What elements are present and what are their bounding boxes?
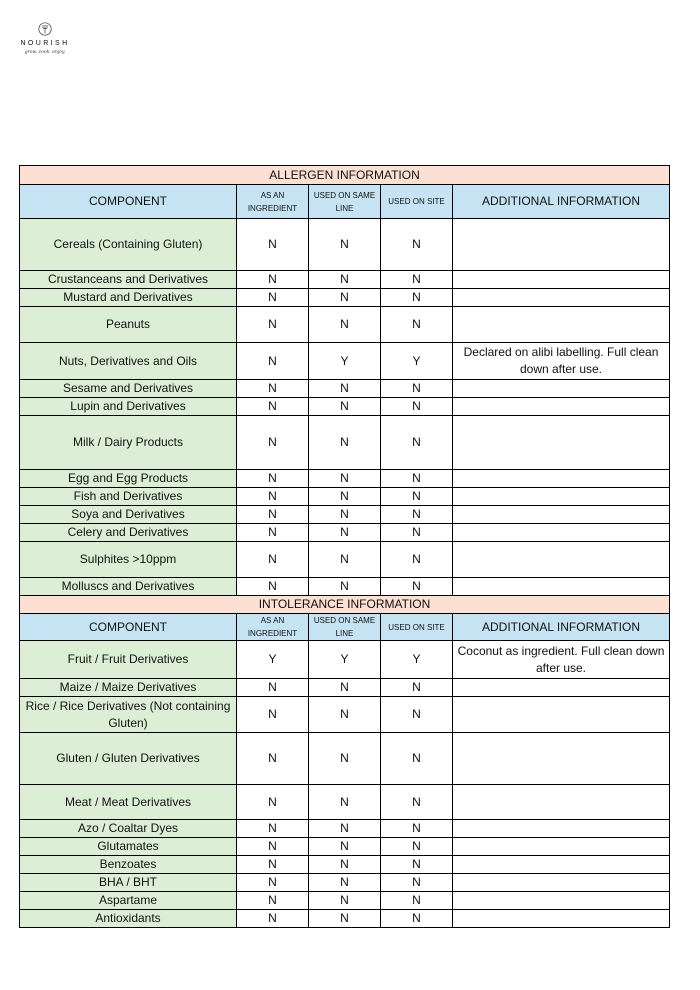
header-used-same-line: USED ON SAME LINE — [309, 614, 381, 641]
header-as-ingredient: AS AN INGREDIENT — [237, 185, 309, 219]
table-row — [20, 488, 670, 506]
same-line-value: N — [309, 578, 381, 596]
as-ingredient-value: N — [237, 380, 309, 398]
allergen-rows — [20, 219, 670, 596]
same-line-value: N — [309, 838, 381, 856]
as-ingredient-value: N — [237, 542, 309, 578]
as-ingredient-value: N — [237, 856, 309, 874]
additional-info-value — [453, 307, 670, 343]
on-site-value: N — [381, 416, 453, 470]
same-line-value: N — [309, 488, 381, 506]
on-site-value: N — [381, 838, 453, 856]
additional-info-value — [453, 874, 670, 892]
same-line-value: N — [309, 380, 381, 398]
table-row — [20, 380, 670, 398]
as-ingredient-value: N — [237, 679, 309, 697]
same-line-value: N — [309, 524, 381, 542]
table-row — [20, 838, 670, 856]
on-site-value: N — [381, 892, 453, 910]
on-site-value: N — [381, 542, 453, 578]
table-row — [20, 679, 670, 697]
table-row — [20, 506, 670, 524]
header-used-on-site: USED ON SITE — [381, 614, 453, 641]
same-line-value: N — [309, 856, 381, 874]
as-ingredient-value: N — [237, 697, 309, 733]
intolerance-section-title: INTOLERANCE INFORMATION — [20, 596, 670, 614]
additional-info-value — [453, 506, 670, 524]
component-name: BHA / BHT — [20, 874, 237, 892]
component-name: Glutamates — [20, 838, 237, 856]
allergen-section-title-row — [20, 166, 670, 185]
brand-logo — [18, 22, 72, 55]
on-site-value: Y — [381, 641, 453, 679]
as-ingredient-value: N — [237, 470, 309, 488]
on-site-value: N — [381, 733, 453, 785]
header-additional-info: ADDITIONAL INFORMATION — [453, 614, 670, 641]
as-ingredient-value: N — [237, 785, 309, 820]
same-line-value: N — [309, 542, 381, 578]
additional-info-value — [453, 289, 670, 307]
component-name: Soya and Derivatives — [20, 506, 237, 524]
on-site-value: N — [381, 380, 453, 398]
component-name: Crustanceans and Derivatives — [20, 271, 237, 289]
component-name: Molluscs and Derivatives — [20, 578, 237, 596]
pitchfork-logo-icon — [38, 22, 52, 36]
component-name: Peanuts — [20, 307, 237, 343]
additional-info-value — [453, 380, 670, 398]
additional-info-value — [453, 470, 670, 488]
additional-info-value — [453, 820, 670, 838]
additional-info-value — [453, 542, 670, 578]
component-name: Azo / Coaltar Dyes — [20, 820, 237, 838]
same-line-value: N — [309, 679, 381, 697]
on-site-value: N — [381, 219, 453, 271]
same-line-value: N — [309, 219, 381, 271]
additional-info-value — [453, 838, 670, 856]
additional-info-value — [453, 271, 670, 289]
header-component: COMPONENT — [20, 614, 237, 641]
additional-info-value — [453, 785, 670, 820]
as-ingredient-value: N — [237, 578, 309, 596]
on-site-value: N — [381, 289, 453, 307]
on-site-value: N — [381, 910, 453, 928]
table-row — [20, 892, 670, 910]
component-name: Fruit / Fruit Derivatives — [20, 641, 237, 679]
table-row — [20, 578, 670, 596]
table-row — [20, 416, 670, 470]
component-name: Maize / Maize Derivatives — [20, 679, 237, 697]
allergen-section-title: ALLERGEN INFORMATION — [20, 166, 670, 185]
component-name: Aspartame — [20, 892, 237, 910]
same-line-value: N — [309, 470, 381, 488]
additional-info-value — [453, 524, 670, 542]
on-site-value: N — [381, 488, 453, 506]
additional-info-value — [453, 219, 670, 271]
intolerance-section-title-row — [20, 596, 670, 614]
component-name: Sesame and Derivatives — [20, 380, 237, 398]
on-site-value: N — [381, 506, 453, 524]
as-ingredient-value: N — [237, 219, 309, 271]
table-row — [20, 524, 670, 542]
on-site-value: N — [381, 524, 453, 542]
as-ingredient-value: N — [237, 838, 309, 856]
table-row — [20, 733, 670, 785]
component-name: Meat / Meat Derivatives — [20, 785, 237, 820]
component-name: Egg and Egg Products — [20, 470, 237, 488]
on-site-value: N — [381, 271, 453, 289]
as-ingredient-value: N — [237, 874, 309, 892]
as-ingredient-value: N — [237, 488, 309, 506]
table-row — [20, 785, 670, 820]
brand-name: NOURISH — [20, 40, 70, 47]
header-used-same-line: USED ON SAME LINE — [309, 185, 381, 219]
component-name: Celery and Derivatives — [20, 524, 237, 542]
table-row — [20, 542, 670, 578]
table-row — [20, 874, 670, 892]
as-ingredient-value: N — [237, 524, 309, 542]
allergen-intolerance-table — [19, 165, 670, 928]
same-line-value: N — [309, 271, 381, 289]
component-name: Antioxidants — [20, 910, 237, 928]
header-as-ingredient: AS AN INGREDIENT — [237, 614, 309, 641]
table-row — [20, 697, 670, 733]
additional-info-value — [453, 856, 670, 874]
same-line-value: N — [309, 398, 381, 416]
as-ingredient-value: N — [237, 343, 309, 380]
same-line-value: N — [309, 506, 381, 524]
table-row — [20, 470, 670, 488]
table-row — [20, 219, 670, 271]
same-line-value: Y — [309, 641, 381, 679]
additional-info-value — [453, 398, 670, 416]
on-site-value: N — [381, 856, 453, 874]
table-row — [20, 398, 670, 416]
table-row — [20, 856, 670, 874]
table-row — [20, 820, 670, 838]
additional-info-value — [453, 892, 670, 910]
as-ingredient-value: N — [237, 307, 309, 343]
same-line-value: N — [309, 892, 381, 910]
on-site-value: Y — [381, 343, 453, 380]
component-name: Milk / Dairy Products — [20, 416, 237, 470]
on-site-value: N — [381, 398, 453, 416]
table-row — [20, 307, 670, 343]
same-line-value: Y — [309, 343, 381, 380]
as-ingredient-value: N — [237, 416, 309, 470]
additional-info-value — [453, 733, 670, 785]
header-component: COMPONENT — [20, 185, 237, 219]
on-site-value: N — [381, 679, 453, 697]
table-row — [20, 343, 670, 380]
component-name: Mustard and Derivatives — [20, 289, 237, 307]
intolerance-rows — [20, 641, 670, 928]
component-name: Sulphites >10ppm — [20, 542, 237, 578]
on-site-value: N — [381, 697, 453, 733]
component-name: Fish and Derivatives — [20, 488, 237, 506]
additional-info-value — [453, 416, 670, 470]
same-line-value: N — [309, 416, 381, 470]
on-site-value: N — [381, 578, 453, 596]
as-ingredient-value: N — [237, 271, 309, 289]
component-name: Gluten / Gluten Derivatives — [20, 733, 237, 785]
table-row — [20, 271, 670, 289]
as-ingredient-value: N — [237, 289, 309, 307]
as-ingredient-value: Y — [237, 641, 309, 679]
header-additional-info: ADDITIONAL INFORMATION — [453, 185, 670, 219]
same-line-value: N — [309, 733, 381, 785]
intolerance-header-row — [20, 614, 670, 641]
additional-info-value — [453, 488, 670, 506]
on-site-value: N — [381, 820, 453, 838]
table-row — [20, 910, 670, 928]
additional-info-value: Coconut as ingredient. Full clean down after use. — [453, 641, 670, 679]
on-site-value: N — [381, 785, 453, 820]
component-name: Rice / Rice Derivatives (Not containing Gluten) — [20, 697, 237, 733]
additional-info-value: Declared on alibi labelling. Full clean down after use. — [453, 343, 670, 380]
component-name: Lupin and Derivatives — [20, 398, 237, 416]
table-row — [20, 289, 670, 307]
same-line-value: N — [309, 874, 381, 892]
as-ingredient-value: N — [237, 910, 309, 928]
on-site-value: N — [381, 307, 453, 343]
component-name: Cereals (Containing Gluten) — [20, 219, 237, 271]
as-ingredient-value: N — [237, 892, 309, 910]
on-site-value: N — [381, 470, 453, 488]
on-site-value: N — [381, 874, 453, 892]
same-line-value: N — [309, 307, 381, 343]
component-name: Benzoates — [20, 856, 237, 874]
table-row — [20, 641, 670, 679]
allergen-header-row — [20, 185, 670, 219]
additional-info-value — [453, 679, 670, 697]
same-line-value: N — [309, 910, 381, 928]
component-name: Nuts, Derivatives and Oils — [20, 343, 237, 380]
as-ingredient-value: N — [237, 733, 309, 785]
same-line-value: N — [309, 697, 381, 733]
header-used-on-site: USED ON SITE — [381, 185, 453, 219]
same-line-value: N — [309, 820, 381, 838]
same-line-value: N — [309, 785, 381, 820]
brand-tagline: grow. cook. enjoy. — [24, 50, 66, 55]
as-ingredient-value: N — [237, 820, 309, 838]
additional-info-value — [453, 578, 670, 596]
as-ingredient-value: N — [237, 398, 309, 416]
same-line-value: N — [309, 289, 381, 307]
as-ingredient-value: N — [237, 506, 309, 524]
additional-info-value — [453, 697, 670, 733]
additional-info-value — [453, 910, 670, 928]
